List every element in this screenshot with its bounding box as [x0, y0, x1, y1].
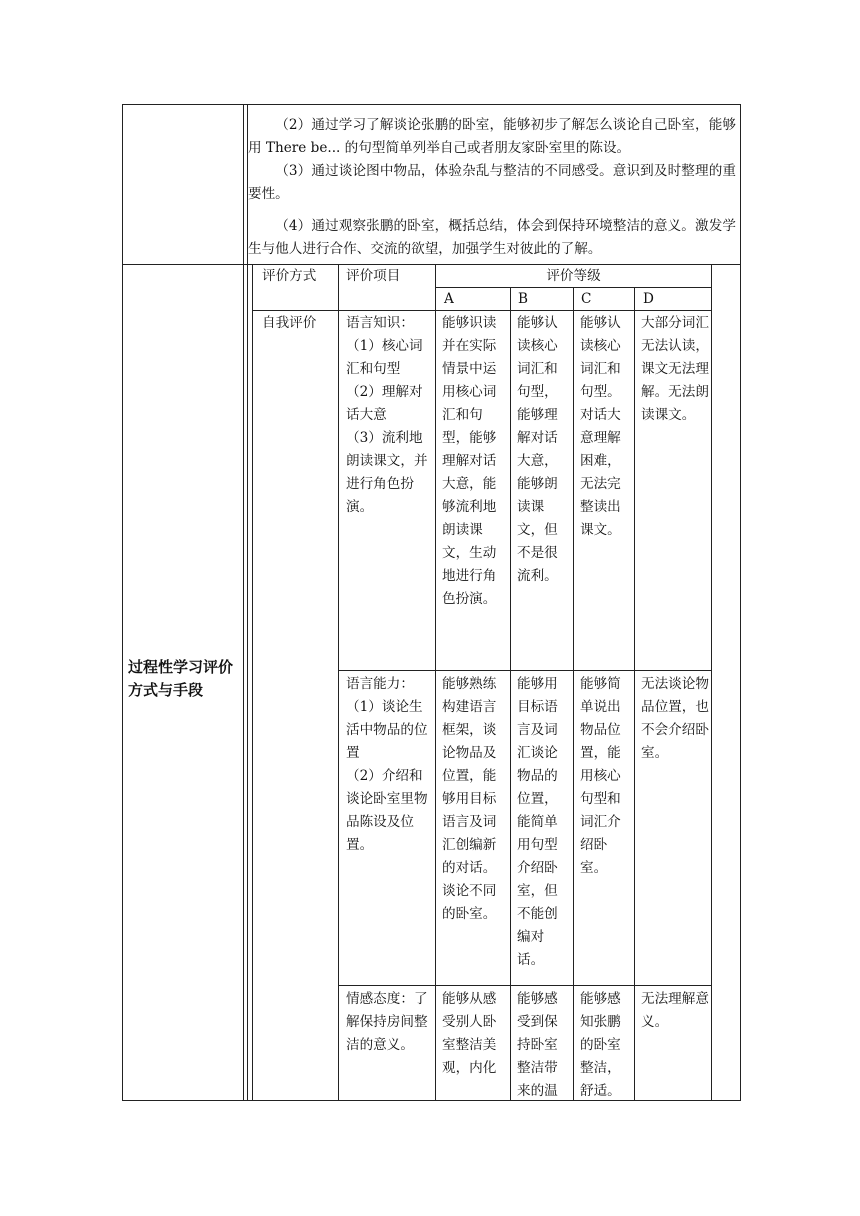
row-ability-item	[346, 673, 430, 857]
method-value: 自我评价	[262, 315, 317, 331]
row-knowledge-item	[346, 312, 430, 519]
row-knowledge-item-1: （1）核心词汇和句型	[346, 338, 423, 377]
row-knowledge-grade-d: 大部分词汇无法认读，课文无法理解。无法朗读课文。	[641, 315, 709, 423]
row-attitude-grade-d: 无法理解意义。	[641, 991, 709, 1030]
inner-row-divider-d-knowledge	[634, 670, 712, 671]
row-attitude-grade-a: 能够从感受别人卧室整洁美观，内化	[442, 991, 497, 1076]
inner-table-left-border	[252, 264, 253, 1101]
header-level: 评价等级	[546, 268, 601, 284]
teaching-goals	[248, 114, 736, 261]
row-ability-grade-c: 能够简单说出物品位置，能用核心句型和词汇介绍卧室。	[580, 676, 621, 876]
row-knowledge-item-3: （3）流利地朗读课文，并进行角色扮演。	[346, 430, 428, 515]
inner-col-divider-method-item	[338, 264, 339, 1101]
row-attitude-grade-c: 能够感知张鹏的卧室整洁，舒适。	[580, 991, 621, 1099]
inner-col-divider-b-c	[573, 287, 574, 1101]
row-ability-item-title: 语言能力：	[346, 676, 414, 692]
row-knowledge-grade-b: 能够认读核心词汇和句型，能够理解对话大意，能够朗读课文，但不是很流利。	[517, 315, 558, 584]
inner-col-divider-c-d	[634, 287, 635, 1101]
grade-c-header: C	[581, 291, 592, 307]
grade-a-header: A	[444, 291, 454, 307]
inner-table-right-border	[711, 264, 712, 1101]
row-knowledge-item-2: （2）理解对话大意	[346, 384, 423, 423]
section-label: 过程性学习评价方式与手段	[128, 658, 234, 699]
inner-col-divider-a-b	[510, 287, 511, 1101]
row-ability-grade-a: 能够熟练构建语言框架，谈论物品及位置，能够用目标语言及词汇创编新的对话。谈论不同的卧室。	[442, 676, 497, 922]
row-attitude-grade-b: 能够感受到保持卧室整洁带来的温	[517, 991, 558, 1099]
inner-row-divider-d-ability	[634, 985, 712, 986]
row-ability-grade-d: 无法谈论物品位置，也不会介绍卧室。	[641, 676, 709, 761]
goal-2: （2）通过学习了解谈论张鹏的卧室，能够初步了解怎么谈论自己卧室，能够用 There be... 的句型简单列举自己或者朋友家卧室里的陈设。	[248, 117, 736, 156]
row-ability-item-2: （2）介绍和谈论卧室里物品陈设及位置。	[346, 768, 428, 853]
header-item: 评价项目	[346, 268, 401, 284]
grade-b-header: B	[518, 291, 528, 307]
row-ability-item-1: （1）谈论生活中物品的位置	[346, 699, 428, 761]
goal-3: （3）通过谈论图中物品，体验杂乱与整洁的不同感受。意识到及时整理的重要性。	[248, 163, 736, 202]
row-knowledge-grade-c: 能够认读核心词汇和句型。对话大意理解困难，无法完整读出课文。	[580, 315, 621, 538]
outer-column-divider	[243, 104, 244, 1101]
row-knowledge-grade-a: 能够识读并在实际情景中运用核心词汇和句型，能够理解对话大意，能够流利地朗读课文，生动地进行角色扮演。	[442, 315, 497, 607]
inner-col-divider-item-a	[435, 264, 436, 1101]
grade-d-header: D	[643, 291, 654, 307]
row-ability-grade-b: 能够用目标语言及词汇谈论物品的位置，能简单用句型介绍卧室，但不能创编对话。	[517, 676, 558, 968]
goal-4: （4）通过观察张鹏的卧室，概括总结，体会到保持环境整洁的意义。激发学生与他人进行合作、交流的欲望，加强学生对彼此的了解。	[248, 218, 736, 257]
header-method: 评价方式	[262, 268, 317, 284]
row-attitude-item: 情感态度：了解保持房间整洁的意义。	[346, 991, 428, 1053]
row-knowledge-item-title: 语言知识：	[346, 315, 414, 331]
